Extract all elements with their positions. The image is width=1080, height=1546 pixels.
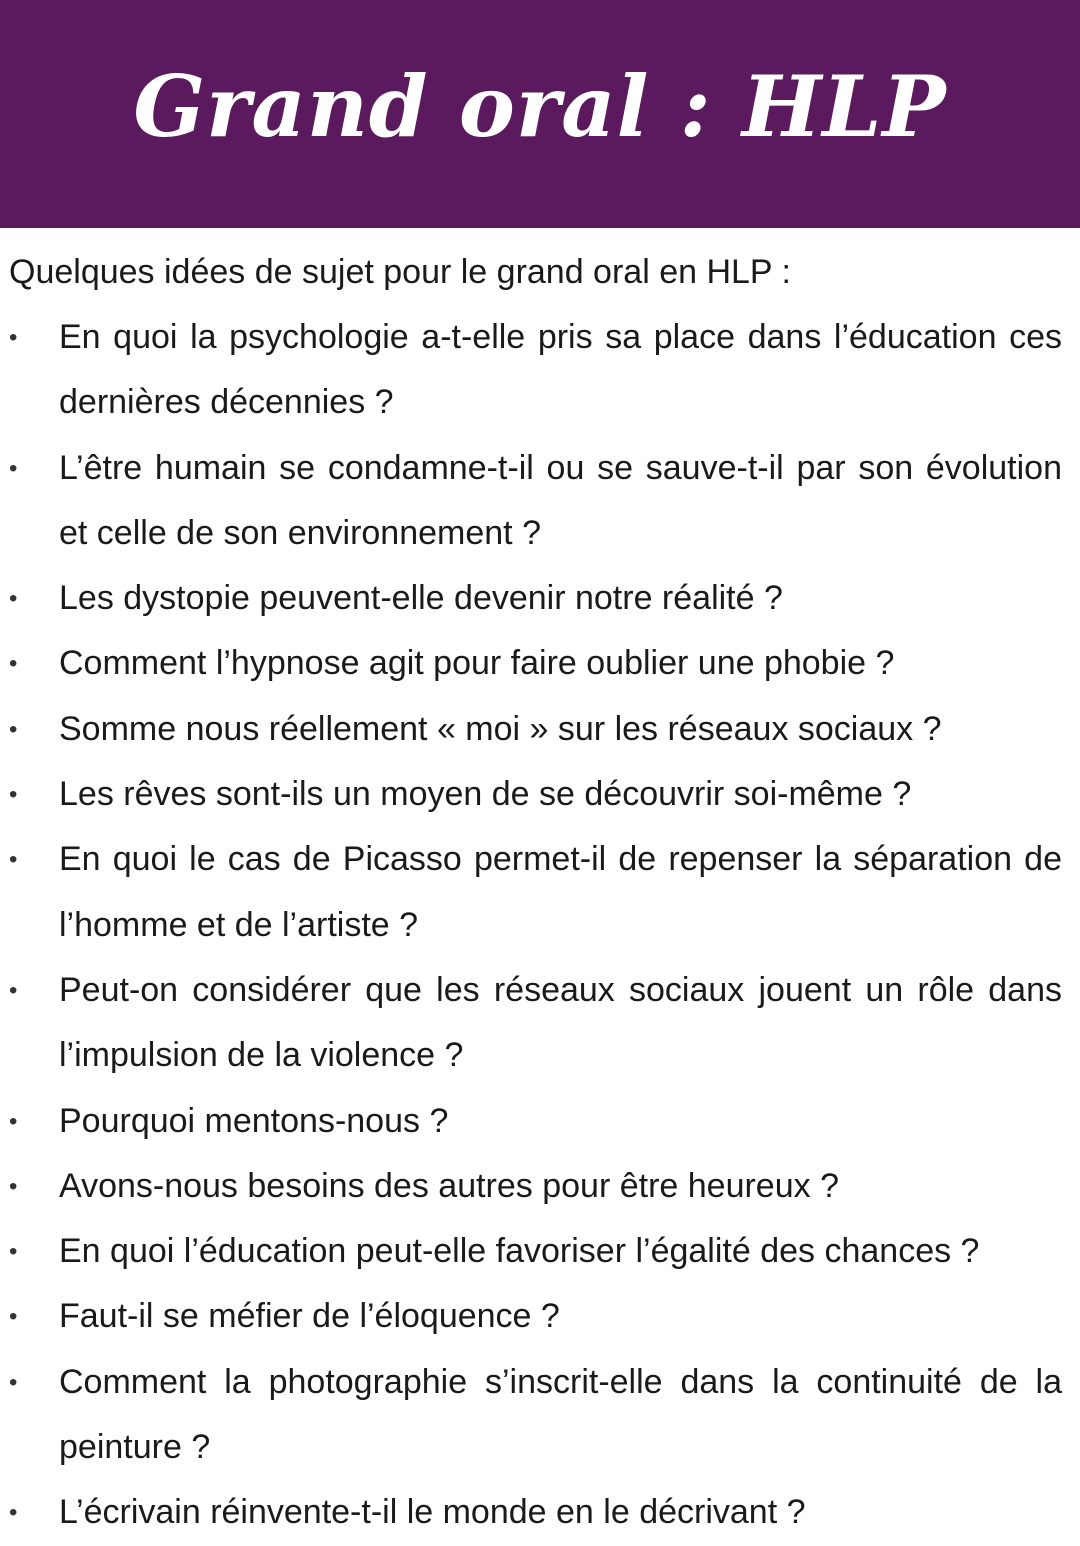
list-item <box>0 958 1062 1089</box>
topic-list <box>0 305 1080 1546</box>
bullet-icon: • <box>9 1172 18 1200</box>
list-item <box>0 827 1062 958</box>
list-item <box>0 305 1062 436</box>
bullet-icon: • <box>9 454 18 482</box>
list-item <box>0 631 1062 696</box>
bullet-icon: • <box>9 715 18 743</box>
topic-text: En quoi l’éducation peut-elle favoriser l’égalité des chances ? <box>59 1232 980 1271</box>
bullet-icon: • <box>9 1499 18 1527</box>
bullet-icon: • <box>9 976 18 1004</box>
topic-text: En quoi la psychologie a-t-elle pris sa place dans l’éducation ces dernières décennies ? <box>59 318 1062 422</box>
bullet-icon: • <box>9 650 18 678</box>
list-item <box>0 1219 1062 1284</box>
topic-text: Les dystopie peuvent-elle devenir notre réalité ? <box>59 579 783 618</box>
list-item <box>0 436 1062 567</box>
page-title: Grand oral : HLP <box>133 56 947 156</box>
topic-text: Somme nous réellement « moi » sur les réseaux sociaux ? <box>59 709 942 748</box>
list-item <box>0 1284 1062 1349</box>
topic-text: Comment la photographie s’inscrit-elle dans la continuité de la peinture ? <box>59 1362 1062 1467</box>
topic-text: En quoi le cas de Picasso permet-il de repenser la séparation de l’homme et de l’artiste ? <box>59 840 1062 944</box>
topic-text: Faut-il se méfier de l’éloquence ? <box>59 1297 560 1336</box>
topic-text: L’écrivain réinvente-t-il le monde en le décrivant ? <box>59 1493 806 1532</box>
topic-text: Avons-nous besoins des autres pour être heureux ? <box>59 1166 839 1205</box>
topic-text: Comment l’hypnose agit pour faire oublier une phobie ? <box>59 644 895 683</box>
list-item <box>0 1154 1062 1219</box>
list-item <box>0 1350 1062 1481</box>
intro-text: Quelques idées de sujet pour le grand oral en HLP : <box>9 253 791 291</box>
list-item <box>0 762 1062 827</box>
topic-text: Pourquoi mentons-nous ? <box>59 1101 449 1140</box>
list-item <box>0 1089 1062 1154</box>
bullet-icon: • <box>9 846 18 874</box>
bullet-icon: • <box>9 1107 18 1135</box>
list-item <box>0 697 1062 762</box>
topic-text: Les rêves sont-ils un moyen de se découvrir soi-même ? <box>59 775 912 814</box>
list-item <box>0 566 1062 631</box>
bullet-icon: • <box>9 1303 18 1331</box>
topic-text: L’être humain se condamne-t-il ou se sauve-t-il par son évolution et celle de son environnement ? <box>59 448 1062 552</box>
topic-text: Peut-on considérer que les réseaux sociaux jouent un rôle dans l’impulsion de la violence ? <box>59 970 1062 1075</box>
list-item <box>0 1480 1062 1545</box>
title-banner <box>0 0 1080 228</box>
bullet-icon: • <box>9 1238 18 1266</box>
bullet-icon: • <box>9 1368 18 1396</box>
bullet-icon: • <box>9 781 18 809</box>
bullet-icon: • <box>9 585 18 613</box>
bullet-icon: • <box>9 324 18 351</box>
